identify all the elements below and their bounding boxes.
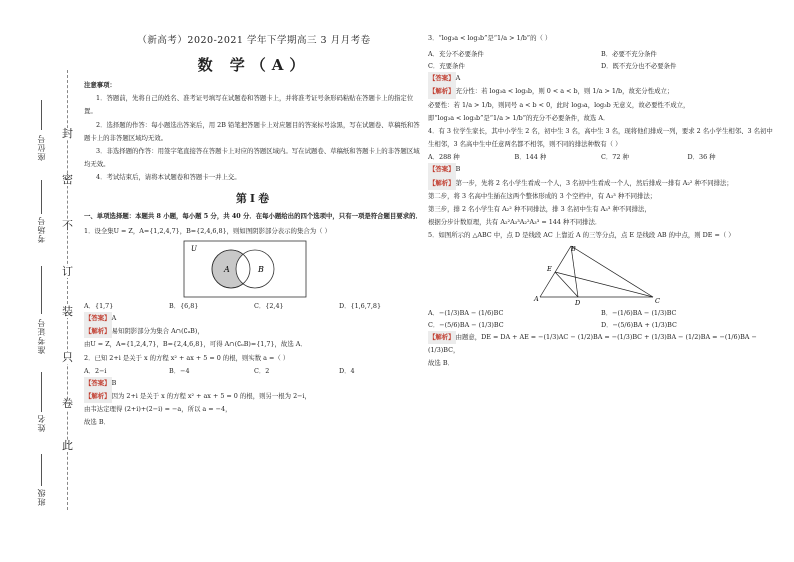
- name-label: 姓名: [37, 414, 46, 432]
- seat-number-field[interactable]: [41, 100, 42, 130]
- point-a-label: A: [534, 294, 539, 303]
- q1-analysis-line: 易知阴影部分为集合 A∩(∁ᵤB)，: [111, 327, 204, 336]
- seat-number-label: 座位号: [37, 134, 46, 161]
- q4-option-d[interactable]: D．36 种: [687, 153, 716, 162]
- q5-analysis-line: 由题意，DE = DA + AE = −(1/3)AC − (1/2)BA = −(1/3)BC + (1/3)BA − (1/2)BA = −(1/6)BA − (1/3)BC，: [428, 332, 757, 354]
- q1-option-c[interactable]: C．{2,4}: [254, 302, 284, 311]
- seal-char: 装: [62, 305, 73, 318]
- q4-option-a[interactable]: A．288 种: [428, 153, 460, 162]
- q3-options: [428, 48, 774, 60]
- q3-analysis-line: 即“log₃a < log₃b”是“1/a > 1/b”的充分不必要条件，故选 A．: [428, 113, 610, 122]
- q1-options: [84, 300, 424, 312]
- q2-analysis-label: 【解析】: [84, 390, 112, 403]
- q2-analysis-line: 故选 B．: [84, 418, 110, 427]
- q4-analysis-line: 第一步，先将 2 名小学生看成一个人，3 名初中生看成一个人，然后排成一排有 A₂² 种不同排法；: [455, 178, 733, 187]
- name-field[interactable]: [41, 372, 42, 412]
- q5-triangle-diagram: [428, 243, 774, 307]
- q2-analysis-line: 因为 2+i 是关于 x 的方程 x² + ax + 5 = 0 的根，则另一根为 2−i，: [111, 392, 311, 401]
- notice-heading: 注意事项：: [84, 81, 116, 89]
- q4-analysis-line: 第三步，排 2 名小学生有 A₂² 种不同排法，排 3 名初中生有 A₃³ 种不同排法，: [428, 205, 651, 214]
- q3-stem: 3．“log₃a < log₃b”是“1/a > 1/b”的（ ）: [428, 34, 552, 42]
- q1-option-b[interactable]: B．{6,8}: [169, 302, 199, 311]
- q2-option-a[interactable]: A．2−i: [84, 366, 107, 375]
- q3-options: [428, 60, 774, 72]
- q4-option-c[interactable]: C．72 种: [601, 153, 629, 162]
- q5-analysis-label: 【解析】: [428, 331, 456, 344]
- venn-label-a: A: [224, 265, 230, 275]
- seal-char: 此: [62, 439, 73, 452]
- q1-answer: A: [111, 314, 117, 323]
- q4-stem: 4．有 3 位学生家长，其中小学生 2 名，初中生 3 名，高中生 3 名，现将他们排成一列，要求 2 名小学生相邻、3 名初中生相邻，3 名高中生中任意两名都不相邻，则不同的排法种数有（ ）: [428, 127, 773, 149]
- seal-char: 卷: [62, 397, 73, 410]
- q1-stem: 1．设全集U = Z，A={1,2,4,7}，B={2,4,6,8}，则如图阴影部分表示的集合为（ ）: [84, 226, 331, 235]
- q5-option-b[interactable]: B．−(1/6)BA − (1/3)BC: [601, 308, 677, 317]
- q2-answer-label: 【答案】: [84, 377, 112, 390]
- q5-stem: 5．如图所示的 △ABC 中，点 D 是线段 AC 上靠近 A 的三等分点，点 E 是线段 AB 的中点，则 DE =（ ）: [428, 231, 735, 240]
- seal-char: 只: [62, 351, 73, 364]
- q5-option-d[interactable]: D．−(5/6)BA + (1/3)BC: [601, 320, 677, 329]
- segment-bd: [571, 246, 578, 297]
- q4-answer: B: [455, 165, 461, 174]
- segment-ec: [555, 272, 653, 297]
- q1-answer-label: 【答案】: [84, 312, 112, 325]
- q5-option-a[interactable]: A．−(1/3)BA − (1/6)BC: [428, 308, 504, 317]
- venn-set-b: [236, 250, 274, 288]
- segment-de: [555, 272, 578, 297]
- q1-option-a[interactable]: A．{1,7}: [84, 302, 114, 311]
- q2-option-b[interactable]: B．−4: [169, 366, 190, 375]
- q3-option-d[interactable]: D．既不充分也不必要条件: [601, 62, 677, 71]
- seal-char: 封: [62, 127, 73, 140]
- seal-char: 不: [62, 219, 73, 232]
- q3-analysis-label: 【解析】: [428, 85, 456, 98]
- q4-option-b[interactable]: B．144 种: [514, 153, 547, 162]
- notice-item: 4．考试结束后，请将本试题卷和答题卡一并上交。: [96, 173, 241, 182]
- venn-label-u: U: [191, 245, 197, 254]
- q2-options: [84, 365, 424, 377]
- q5-options: [428, 307, 774, 319]
- exam-title: （新高考）2020-2021 学年下学期高三 3 月月考卷: [137, 35, 371, 46]
- q1-analysis-label: 【解析】: [84, 325, 112, 338]
- class-label: 班级: [37, 488, 46, 506]
- subject-title: 数 学（A）: [197, 56, 311, 74]
- q2-option-d[interactable]: D．4: [339, 366, 355, 375]
- segment-bc: [571, 246, 653, 297]
- admission-number-label: 准考证号: [37, 318, 46, 354]
- exam-room-label: 考场号: [37, 216, 46, 243]
- q3-analysis-line: 充分性：若 log₃a < log₃b，则 0 < a < b，则 1/a > 1/b，故充分性成立；: [455, 87, 674, 96]
- section-instructions: 一、单项选择题：本题共 8 小题，每小题 5 分，共 40 分．在每小题给出的四个选项中，只有一项是符合题目要求的．: [84, 211, 422, 220]
- q3-analysis-line: 必要性：若 1/a > 1/b，则同号 a < b < 0，此时 log₃a，log₃b 无意义，故必要性不成立，: [428, 100, 690, 109]
- q5-option-c[interactable]: C．−(5/6)BA − (1/3)BC: [428, 320, 504, 329]
- q3-answer: A: [455, 74, 461, 83]
- q4-analysis-label: 【解析】: [428, 177, 456, 190]
- q1-venn-diagram: [84, 238, 424, 300]
- q4-analysis-line: 根据分步计数原理，共有 A₂²A₃³A₂²A₃³ = 144 种不同排法．: [428, 218, 602, 227]
- seal-char: 订: [62, 265, 73, 278]
- q3-option-c[interactable]: C．充要条件: [428, 62, 465, 71]
- point-d-label: D: [575, 298, 581, 307]
- binding-strip: [0, 0, 80, 562]
- left-column: [84, 32, 424, 430]
- admission-number-field[interactable]: [41, 266, 42, 314]
- q3-option-b[interactable]: B．必要不充分条件: [601, 50, 657, 59]
- point-c-label: C: [655, 296, 660, 305]
- q4-options: [428, 151, 774, 163]
- seal-char: 密: [62, 173, 73, 186]
- q2-stem: 2．已知 2+i 是关于 x 的方程 x² + ax + 5 = 0 的根，则实数 a =（ ）: [84, 353, 290, 362]
- q2-analysis-line: 由韦达定理得 (2+i)+(2−i) = −a，所以 a = −4，: [84, 405, 232, 414]
- notice-item: 1．答题前，先将自己的姓名、准考证号填写在试题卷和答题卡上，并将准考证号条形码粘贴在答题卡上的指定位置。: [84, 94, 414, 116]
- q1-analysis-line: 由U = Z，A={1,2,4,7}，B={2,4,6,8}，可得 A∩(∁ᵤB)={1,7}，故选 A．: [84, 340, 307, 349]
- notice-item: 3．非选择题的作答：用签字笔直接答在答题卡上对应的答题区域内。写在试题卷、草稿纸和答题卡上的非答题区域均无效。: [84, 147, 420, 169]
- right-column: [428, 32, 774, 370]
- q1-option-d[interactable]: D．{1,6,7,8}: [339, 302, 382, 311]
- exam-room-field[interactable]: [41, 180, 42, 214]
- q2-answer: B: [111, 378, 117, 387]
- venn-label-b: B: [258, 265, 264, 275]
- point-e-label: E: [547, 264, 552, 273]
- q3-answer-label: 【答案】: [428, 72, 456, 85]
- q5-analysis-line: 故选 B．: [428, 359, 454, 368]
- section-title: 第Ⅰ卷: [235, 191, 273, 205]
- point-b-label: B: [571, 244, 576, 253]
- q2-option-c[interactable]: C．2: [254, 366, 270, 375]
- segment-ab: [540, 246, 571, 297]
- q5-options: [428, 319, 774, 331]
- q4-answer-label: 【答案】: [428, 163, 456, 176]
- notice-item: 2．选择题的作答：每小题选出答案后，用 2B 铅笔把答题卡上对应题目的答案标号涂黑，写在试题卷、草稿纸和答题卡上的非答题区域均无效。: [84, 120, 420, 142]
- q4-analysis-line: 第二步，将 3 名高中生插在这两个整体形成的 3 个空档中，有 A₃³ 种不同排法；: [428, 191, 657, 200]
- class-field[interactable]: [41, 454, 42, 486]
- q3-option-a[interactable]: A．充分不必要条件: [428, 50, 484, 59]
